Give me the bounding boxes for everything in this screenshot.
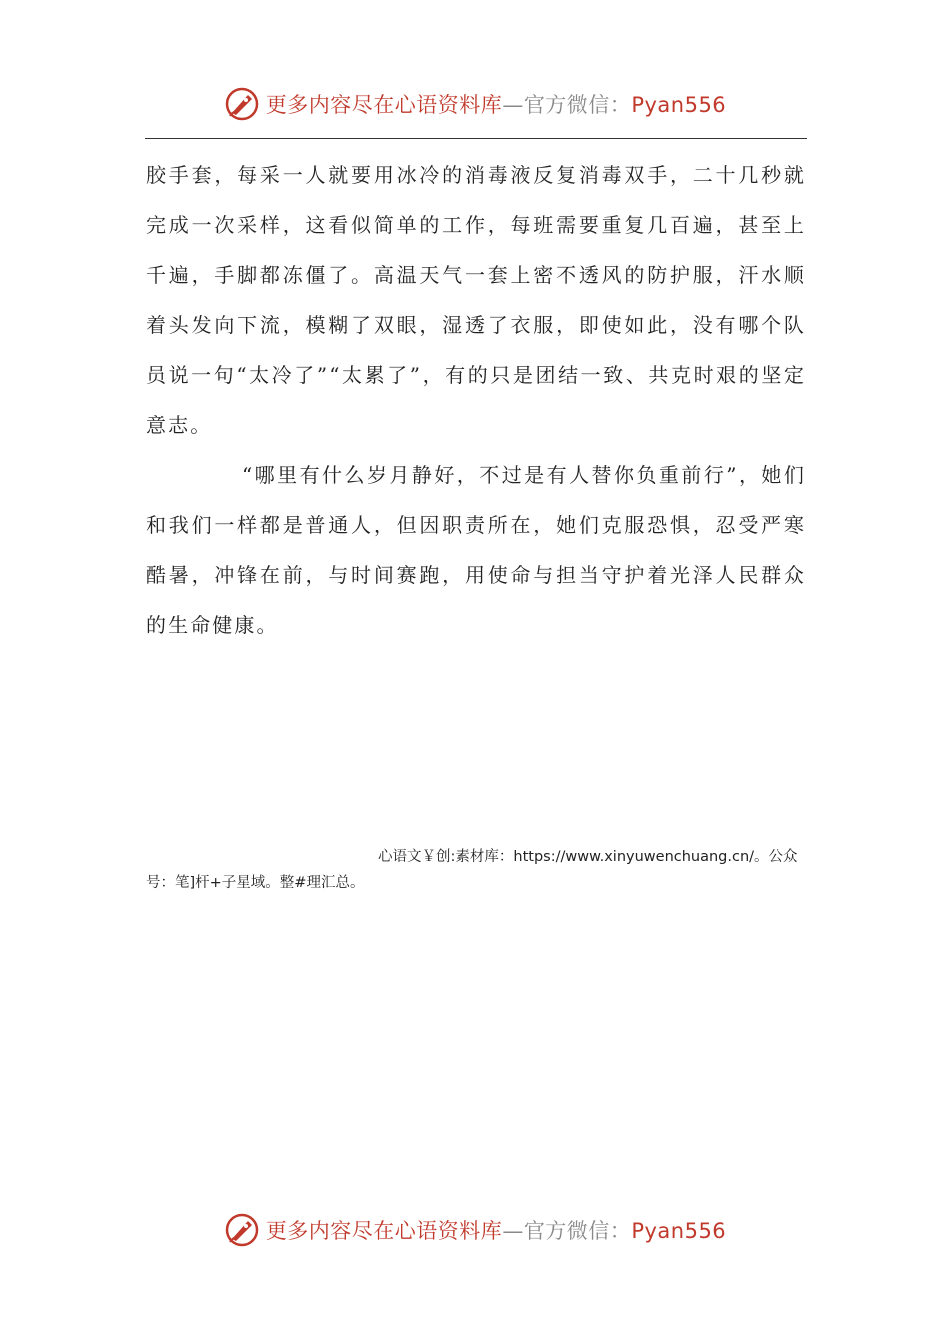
footer-banner: [0, 1208, 950, 1252]
banner-main-text: 更多内容尽在心语资料库: [265, 93, 503, 117]
document-body: [146, 150, 806, 650]
banner-tail-text: —官方微信：: [502, 93, 632, 117]
banner-tail-text: —官方微信：: [502, 1219, 632, 1243]
banner-main-text: 更多内容尽在心语资料库: [265, 1219, 503, 1243]
banner-text: [266, 89, 726, 119]
source-footnote: 心语文￥创:素材库：https://www.xinyuwenchuang.cn/。公众号：笔]杆+子星域。整#理汇总。: [146, 849, 798, 891]
pen-nib-logo-icon: [224, 86, 260, 122]
header-divider: [145, 138, 807, 139]
body-paragraph: “哪里有什么岁月静好，不过是有人替你负重前行”，她们和我们一样都是普通人，但因职责所在，她们克服恐惧，忍受严寒酷暑，冲锋在前，与时间赛跑，用使命与担当守护着光泽人民群众的生命健康。: [146, 463, 806, 637]
banner-text: [266, 1215, 726, 1245]
header-banner: [0, 82, 950, 126]
banner-wechat-id: Pyan556: [631, 1219, 727, 1243]
pen-nib-logo-icon: [224, 1212, 260, 1248]
banner-wechat-id: Pyan556: [631, 93, 727, 117]
body-paragraph: 胶手套，每采一人就要用冰冷的消毒液反复消毒双手，二十几秒就完成一次采样，这看似简单的工作，每班需要重复几百遍，甚至上千遍，手脚都冻僵了。高温天气一套上密不透风的防护服，汗水顺着头发向下流，模糊了双眼，湿透了衣服，即使如此，没有哪个队员说一句“太冷了”“太累了”，有的只是团结一致、共克时艰的坚定意志。: [146, 163, 806, 437]
